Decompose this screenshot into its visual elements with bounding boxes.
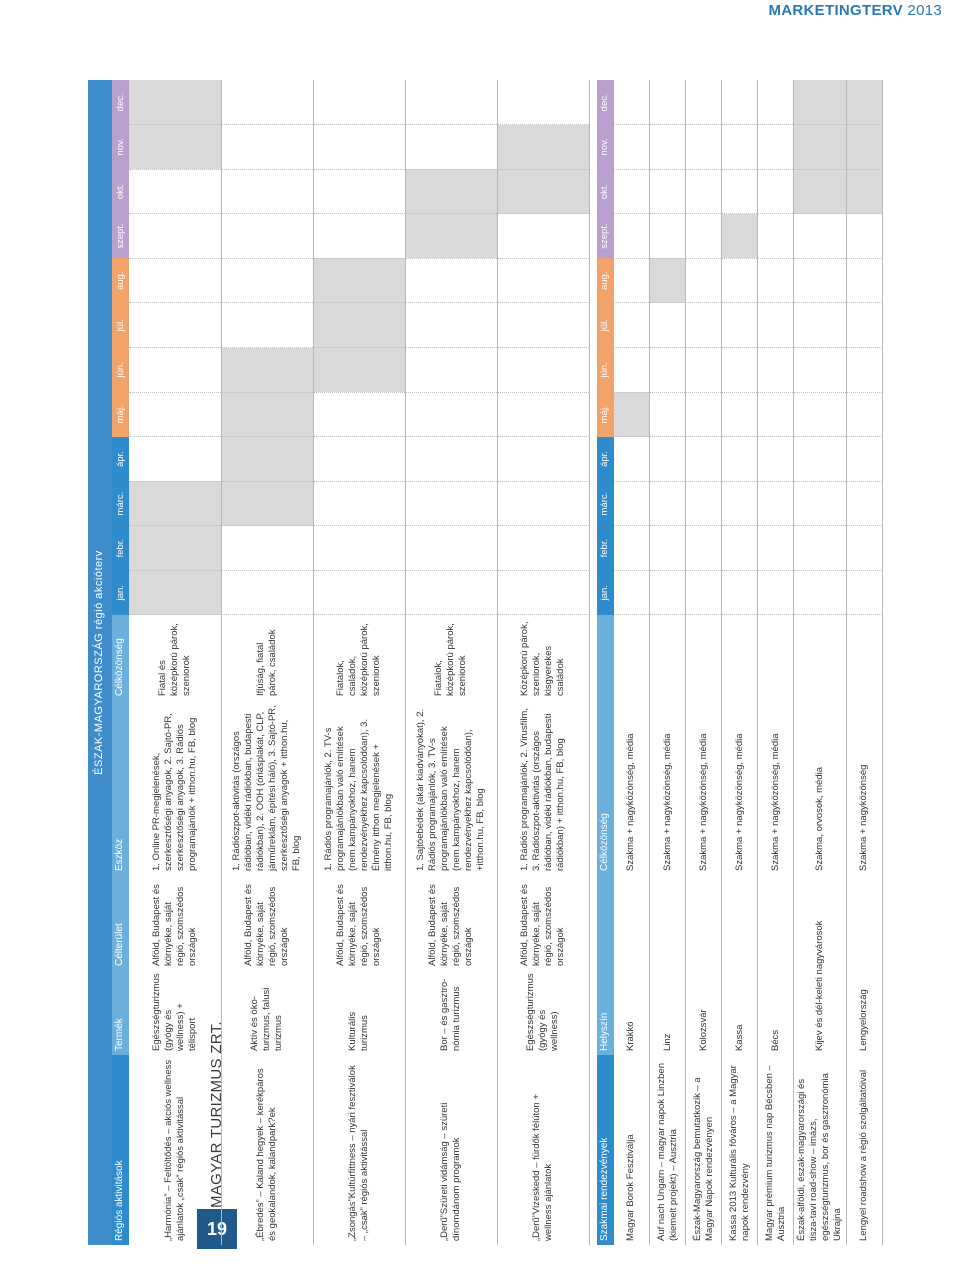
- activity-tool: 1. Rádiós programajánlók, 2. TV-s programajánlókban való említések (nem kampányokhoz, hanem rendezvényekhez kapcsolódóan), 3. Élmény itthon megjelenések + itthon.hu, FB, blog: [313, 700, 405, 875]
- event-month-cell: [846, 303, 882, 348]
- t1-month-1: jan.: [112, 570, 129, 615]
- activity-month-cell: [313, 258, 405, 303]
- event-name: Magyar prémium turizmus nap Bécsben – Ausztria: [758, 1055, 794, 1245]
- event-month-cell: [686, 481, 722, 526]
- col-area: Célterület: [112, 875, 129, 970]
- t1-month-10: okt.: [112, 169, 129, 214]
- t1-month-3: márc.: [112, 481, 129, 526]
- activity-month-cell: [129, 169, 221, 214]
- activity-month-cell: [497, 214, 589, 259]
- activity-month-cell: [129, 125, 221, 170]
- event-name: Észak-alföldi, észak-magyarországi és tisza-tavi road-show – imázs, egészségturizmus, bor és gasztronómia Ukrajna: [794, 1055, 847, 1245]
- event-row: [686, 80, 722, 1245]
- plan-title: ÉSZAK-MAGYARORSZÁG régió akcióterv: [88, 80, 112, 1245]
- activity-month-cell: [497, 125, 589, 170]
- event-month-cell: [758, 258, 794, 303]
- event-month-cell: [614, 80, 650, 125]
- event-month-cell: [650, 303, 686, 348]
- activity-month-cell: [405, 214, 497, 259]
- activity-month-cell: [221, 481, 313, 526]
- activity-month-cell: [313, 392, 405, 437]
- event-month-cell: [758, 481, 794, 526]
- activity-month-cell: [497, 169, 589, 214]
- event-row: [846, 80, 882, 1245]
- activity-month-cell: [313, 481, 405, 526]
- event-name: Kassa 2013 Kulturális főváros – a Magyar napok rendezvény: [722, 1055, 758, 1245]
- table1-header-row: [112, 80, 129, 1245]
- activity-month-cell: [313, 169, 405, 214]
- event-month-cell: [686, 169, 722, 214]
- event-audience: Szakma + nagyközönség, média: [758, 615, 794, 875]
- event-month-cell: [758, 570, 794, 615]
- event-month-cell: [614, 169, 650, 214]
- activity-month-cell: [129, 214, 221, 259]
- event-audience: Szakma + nagyközönség, média: [614, 615, 650, 875]
- activity-area: Alföld, Budapest és környéke, saját régió, szomszédos országok: [221, 875, 313, 970]
- activity-product: Egészségturizmus (gyógy és wellness) + télisport: [129, 970, 221, 1055]
- event-month-cell: [794, 258, 847, 303]
- activity-month-cell: [129, 526, 221, 571]
- event-month-cell: [650, 570, 686, 615]
- activity-area: Alföld, Budapest és környéke, saját régió, szomszédos országok: [129, 875, 221, 970]
- activity-month-cell: [497, 392, 589, 437]
- event-name: Auf nach Ungarn – magyar napok Linzben (kiemelt projekt) – Ausztria: [650, 1055, 686, 1245]
- event-audience: Szakma + nagyközönség: [846, 615, 882, 875]
- event-location: Kolozsvár: [686, 875, 722, 1055]
- activity-month-cell: [497, 258, 589, 303]
- event-month-cell: [794, 80, 847, 125]
- event-month-cell: [650, 258, 686, 303]
- activity-name: „Derű”Szüreti vidámság – szüreti dínomdánom programok: [405, 1055, 497, 1245]
- event-month-cell: [722, 80, 758, 125]
- activity-month-cell: [313, 125, 405, 170]
- event-month-cell: [686, 80, 722, 125]
- t2-month-2: febr.: [597, 526, 614, 571]
- t1-month-12: dec.: [112, 80, 129, 125]
- event-month-cell: [758, 303, 794, 348]
- activity-month-cell: [405, 348, 497, 393]
- activity-name: „Ébredés” – Kaland hegyek – kerékpáros és geokalandok, kalandpark?ek: [221, 1055, 313, 1245]
- activity-area: Alföld, Budapest és környéke, saját régió, szomszédos országok: [497, 875, 589, 970]
- activity-month-cell: [497, 526, 589, 571]
- t2-month-10: okt.: [597, 169, 614, 214]
- event-month-cell: [614, 214, 650, 259]
- event-month-cell: [794, 526, 847, 571]
- activity-audience: Ifjúság, fiatal párok, családok: [221, 615, 313, 700]
- activity-month-cell: [497, 570, 589, 615]
- activity-month-cell: [405, 526, 497, 571]
- event-month-cell: [758, 169, 794, 214]
- event-month-cell: [846, 258, 882, 303]
- activity-month-cell: [129, 481, 221, 526]
- t2-month-5: máj.: [597, 392, 614, 437]
- activity-month-cell: [221, 258, 313, 303]
- regional-activities-table: [112, 80, 590, 1245]
- event-location: Kassa: [722, 875, 758, 1055]
- page-number: 19: [197, 1209, 237, 1249]
- col-event-audience: Célközönség: [597, 615, 614, 875]
- event-month-cell: [722, 214, 758, 259]
- activity-audience: Fiatalok, középkorú párok, szeniorok: [405, 615, 497, 700]
- event-month-cell: [846, 80, 882, 125]
- activity-month-cell: [221, 169, 313, 214]
- activity-audience: Középkorú párok, szeniorok, kisgyerekes családok: [497, 615, 589, 700]
- activity-month-cell: [129, 258, 221, 303]
- event-month-cell: [686, 214, 722, 259]
- activity-month-cell: [313, 437, 405, 482]
- col-tool: Eszköz: [112, 700, 129, 875]
- page-header: [768, 2, 942, 19]
- table-gap: [590, 80, 597, 1245]
- activity-month-cell: [497, 481, 589, 526]
- event-month-cell: [650, 348, 686, 393]
- event-month-cell: [794, 392, 847, 437]
- event-audience: Szakma + nagyközönség, média: [686, 615, 722, 875]
- activity-month-cell: [221, 570, 313, 615]
- event-month-cell: [650, 392, 686, 437]
- event-month-cell: [722, 526, 758, 571]
- activity-tool: 1. Rádiós programajánlók, 2. Virusfilm, 3. Rádiószpot-aktivitás (országos rádióban, vidéki rádiókban, budapesti rádiókban) + itthon.hu, FB, blog: [497, 700, 589, 875]
- activity-month-cell: [313, 80, 405, 125]
- event-location: Krakkó: [614, 875, 650, 1055]
- activity-product: Aktív és öko-turizmus, falusi turizmus: [221, 970, 313, 1055]
- activity-month-cell: [405, 437, 497, 482]
- activity-month-cell: [129, 570, 221, 615]
- event-location: Bécs: [758, 875, 794, 1055]
- t1-month-2: febr.: [112, 526, 129, 571]
- event-month-cell: [846, 348, 882, 393]
- event-month-cell: [846, 481, 882, 526]
- col-product: Termék: [112, 970, 129, 1055]
- company-name: MAGYAR TURIZMUS ZRT.: [208, 1021, 225, 1208]
- event-month-cell: [758, 214, 794, 259]
- event-month-cell: [758, 392, 794, 437]
- t1-month-7: júl.: [112, 303, 129, 348]
- activity-month-cell: [497, 80, 589, 125]
- activity-row: [497, 80, 589, 1245]
- event-month-cell: [846, 392, 882, 437]
- activity-month-cell: [405, 570, 497, 615]
- table2-header-row: [597, 80, 614, 1245]
- event-month-cell: [650, 169, 686, 214]
- t1-month-11: nov.: [112, 125, 129, 170]
- t1-month-5: máj.: [112, 392, 129, 437]
- event-month-cell: [686, 570, 722, 615]
- event-name: Lengyel roadshow a régió szolgáltatóival: [846, 1055, 882, 1245]
- event-row: [614, 80, 650, 1245]
- activity-month-cell: [221, 214, 313, 259]
- t2-month-9: szept.: [597, 214, 614, 259]
- col-event: Szakmai rendezvények: [597, 1055, 614, 1245]
- event-month-cell: [794, 214, 847, 259]
- event-month-cell: [794, 570, 847, 615]
- col-location: Helyszín: [597, 875, 614, 1055]
- activity-month-cell: [129, 348, 221, 393]
- activity-row: [313, 80, 405, 1245]
- event-month-cell: [686, 526, 722, 571]
- activity-month-cell: [405, 303, 497, 348]
- event-month-cell: [846, 526, 882, 571]
- activity-tool: 1. Sajtóebédek (akár kiadványokat), 2. Rádiós programajánlók, 3. TV-s programajánlókban való említések (nem kampányokhoz, hanem rendezvényekhez kapcsolódóan), +itthon.hu, FB, blog: [405, 700, 497, 875]
- activity-month-cell: [405, 392, 497, 437]
- activity-month-cell: [221, 80, 313, 125]
- event-month-cell: [758, 80, 794, 125]
- t2-month-1: jan.: [597, 570, 614, 615]
- header-year: 2013: [907, 2, 942, 19]
- col-activity: Régiós aktivitások: [112, 1055, 129, 1245]
- activity-month-cell: [405, 169, 497, 214]
- t2-month-4: ápr.: [597, 437, 614, 482]
- brand-title: MARKETINGTERV: [768, 2, 903, 19]
- activity-month-cell: [405, 80, 497, 125]
- event-month-cell: [722, 481, 758, 526]
- activity-month-cell: [405, 481, 497, 526]
- activity-product: Bor – és gasztro-nómia turizmus: [405, 970, 497, 1055]
- activity-month-cell: [405, 258, 497, 303]
- event-month-cell: [614, 481, 650, 526]
- activity-month-cell: [221, 348, 313, 393]
- event-row: [722, 80, 758, 1245]
- event-month-cell: [614, 303, 650, 348]
- event-location: Kijev és dél-keleti nagyvárosok: [794, 875, 847, 1055]
- activity-month-cell: [313, 303, 405, 348]
- event-month-cell: [686, 258, 722, 303]
- event-location: Lengyelország: [846, 875, 882, 1055]
- activity-month-cell: [405, 125, 497, 170]
- event-audience: Szakma + nagyközönség, média: [722, 615, 758, 875]
- event-month-cell: [794, 481, 847, 526]
- activity-month-cell: [221, 437, 313, 482]
- event-month-cell: [846, 437, 882, 482]
- event-audience: Szakma + nagyközönség, média: [650, 615, 686, 875]
- activity-name: „Zsongás”Kultúrfittness – nyári fesztiválok – „csak” régiós aktivitással: [313, 1055, 405, 1245]
- activity-area: Alföld, Budapest és környéke, saját régió, szomszédos országok: [405, 875, 497, 970]
- activity-month-cell: [129, 437, 221, 482]
- event-month-cell: [686, 303, 722, 348]
- activity-month-cell: [313, 348, 405, 393]
- t1-month-4: ápr.: [112, 437, 129, 482]
- event-row: [758, 80, 794, 1245]
- event-month-cell: [794, 348, 847, 393]
- activity-month-cell: [313, 526, 405, 571]
- event-month-cell: [686, 392, 722, 437]
- activity-row: [405, 80, 497, 1245]
- activity-product: Kulturális turizmus: [313, 970, 405, 1055]
- action-plan-panel: [88, 80, 870, 1245]
- event-month-cell: [722, 348, 758, 393]
- activity-tool: 1. Rádiószpot-aktivitás (országos rádióban, vidéki rádiókban, budapesti rádiókban), 2. OOH (óriásplakát, CLP, járműreklám, építési háló), 3. Sajtó-PR, szerkesztőségi anyagok + itthon.hu, FB, blog: [221, 700, 313, 875]
- event-audience: Szakma, orvosok, média: [794, 615, 847, 875]
- activity-month-cell: [221, 526, 313, 571]
- event-month-cell: [722, 392, 758, 437]
- event-month-cell: [722, 169, 758, 214]
- activity-tool: 1. Online PR-megjelenések, szerkesztőségi anyagok, 2. Sajtó-PR, szerkesztőségi anyagok, 3. Rádiós programajánlók + itthon.hu, FB, blog: [129, 700, 221, 875]
- t2-month-8: aug.: [597, 258, 614, 303]
- event-location: Linz: [650, 875, 686, 1055]
- activity-month-cell: [313, 570, 405, 615]
- event-month-cell: [650, 125, 686, 170]
- event-month-cell: [722, 125, 758, 170]
- event-month-cell: [794, 437, 847, 482]
- event-month-cell: [794, 169, 847, 214]
- activity-product: Egészségturizmus (gyógy és wellness): [497, 970, 589, 1055]
- event-month-cell: [758, 526, 794, 571]
- t2-month-11: nov.: [597, 125, 614, 170]
- event-month-cell: [650, 481, 686, 526]
- activity-month-cell: [313, 214, 405, 259]
- activity-month-cell: [129, 80, 221, 125]
- event-name: Észak-Magyarország bemutatkozik – a Magyar Napok rendezvényen: [686, 1055, 722, 1245]
- event-row: [794, 80, 847, 1245]
- col-audience: Célközönség: [112, 615, 129, 700]
- event-month-cell: [722, 303, 758, 348]
- event-month-cell: [650, 80, 686, 125]
- event-row: [650, 80, 686, 1245]
- event-month-cell: [614, 437, 650, 482]
- activity-name: „Derű”Vizeskedd – fürdők félúton + wellness ajánlatok: [497, 1055, 589, 1245]
- activity-month-cell: [221, 392, 313, 437]
- event-month-cell: [846, 570, 882, 615]
- t2-month-7: júl.: [597, 303, 614, 348]
- activity-area: Alföld, Budapest és környéke, saját régió, szomszédos országok: [313, 875, 405, 970]
- activity-audience: Fiatalok, családok, középkorú párok, szeniorok: [313, 615, 405, 700]
- event-month-cell: [614, 348, 650, 393]
- event-month-cell: [614, 526, 650, 571]
- event-month-cell: [650, 526, 686, 571]
- t2-month-12: dec.: [597, 80, 614, 125]
- event-month-cell: [794, 303, 847, 348]
- event-month-cell: [846, 169, 882, 214]
- activity-row: [221, 80, 313, 1245]
- event-month-cell: [650, 437, 686, 482]
- activity-name: „Harmónia” – Feltöltődés – akciós wellness ajánlatok „csak” régiós aktivitással: [129, 1055, 221, 1245]
- activity-month-cell: [221, 303, 313, 348]
- t2-month-6: jún.: [597, 348, 614, 393]
- event-month-cell: [614, 392, 650, 437]
- event-month-cell: [794, 125, 847, 170]
- event-month-cell: [722, 570, 758, 615]
- event-name: Magyar Borok Fesztiválja: [614, 1055, 650, 1245]
- professional-events-table: [590, 80, 883, 1245]
- activity-month-cell: [497, 303, 589, 348]
- event-month-cell: [614, 570, 650, 615]
- activity-audience: Fiatal és középkorú párok, szeniorok: [129, 615, 221, 700]
- event-month-cell: [686, 437, 722, 482]
- event-month-cell: [686, 348, 722, 393]
- event-month-cell: [846, 214, 882, 259]
- t2-month-3: márc.: [597, 481, 614, 526]
- event-month-cell: [758, 125, 794, 170]
- event-month-cell: [758, 348, 794, 393]
- event-month-cell: [614, 125, 650, 170]
- event-month-cell: [722, 437, 758, 482]
- t1-month-9: szept.: [112, 214, 129, 259]
- event-month-cell: [686, 125, 722, 170]
- event-month-cell: [758, 437, 794, 482]
- activity-row: [129, 80, 221, 1245]
- activity-month-cell: [221, 125, 313, 170]
- event-month-cell: [722, 258, 758, 303]
- event-month-cell: [650, 214, 686, 259]
- activity-month-cell: [129, 303, 221, 348]
- t1-month-8: aug.: [112, 258, 129, 303]
- event-month-cell: [846, 125, 882, 170]
- event-month-cell: [614, 258, 650, 303]
- activity-month-cell: [129, 392, 221, 437]
- t1-month-6: jún.: [112, 348, 129, 393]
- activity-month-cell: [497, 348, 589, 393]
- activity-month-cell: [497, 437, 589, 482]
